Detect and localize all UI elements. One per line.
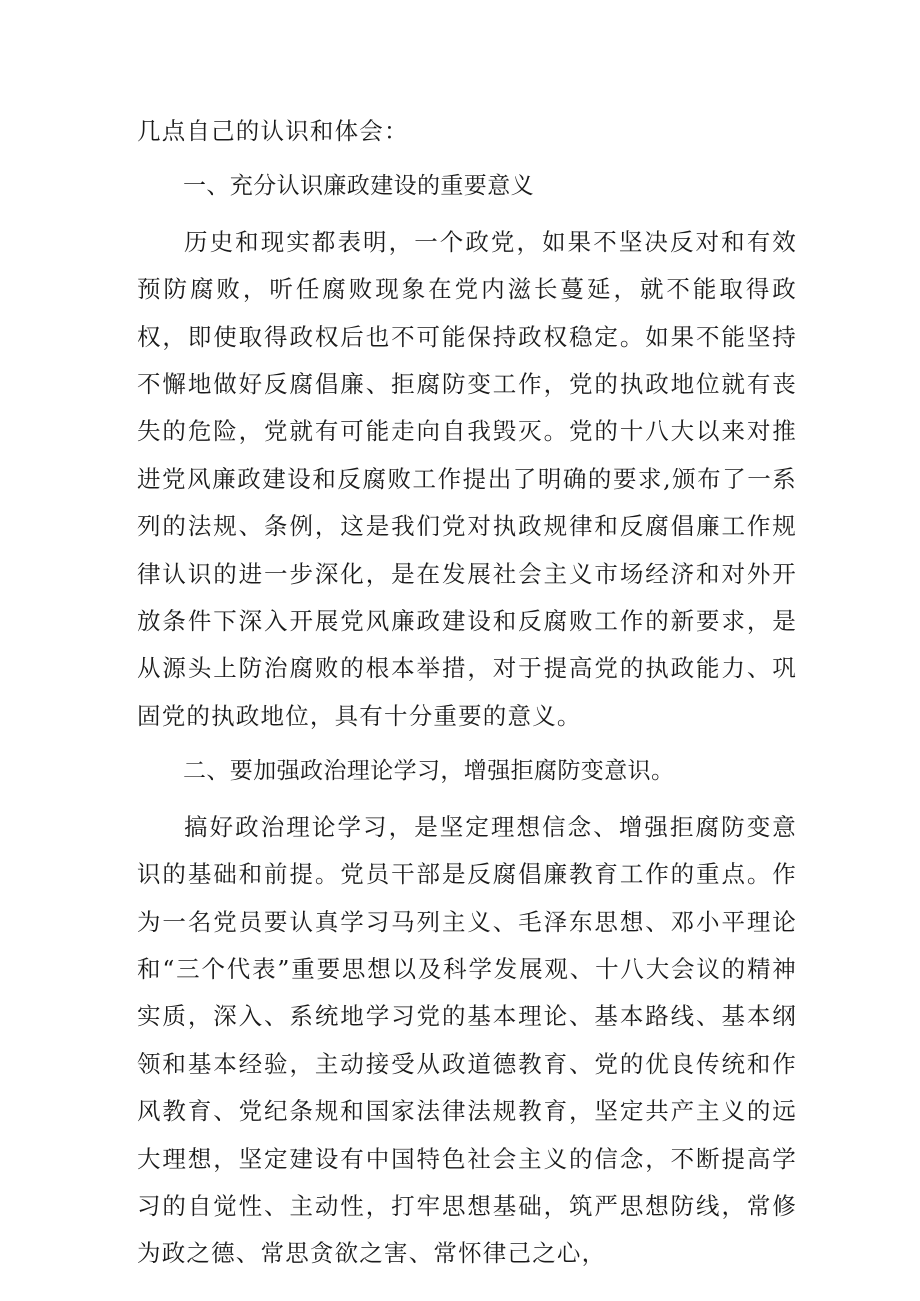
section-1-paragraph: 历史和现实都表明，一个政党，如果不坚决反对和有效预防腐败，听任腐败现象在党内滋长蔓延，就不能取得政权，即使取得政权后也不可能保持政权稳定。如果不能坚持不懈地做好反腐倡廉、拒腐防变工作，党的执政地位就有丧失的危险，党就有可能走向自我毁灭。党的十八大以来对推进党风廉政建设和反腐败工作提出了明确的要求,颁布了一系列的法规、条例，这是我们党对执政规律和反腐倡廉工作规律认识的进一步深化，是在发展社会主义市场经济和对外开放条件下深入开展党风廉政建设和反腐败工作的新要求，是从源头上防治腐败的根本举措，对于提高党的执政能力、巩固党的执政地位，具有十分重要的意义。 bbox=[137, 227, 797, 730]
document-body bbox=[137, 108, 797, 1278]
intro-paragraph: 几点自己的认识和体会： bbox=[137, 117, 409, 145]
section-2-paragraph: 搞好政治理论学习，是坚定理想信念、增强拒腐防变意识的基础和前提。党员干部是反腐倡廉教育工作的重点。作为一名党员要认真学习马列主义、毛泽东思想、邓小平理论和“三个代表”重要思想以及科学发展观、十八大会议的精神实质，深入、系统地学习党的基本理论、基本路线、基本纲领和基本经验，主动接受从政道德教育、党的优良传统和作风教育、党纪条规和国家法律法规教育，坚定共产主义的远大理想，坚定建设有中国特色社会主义的信念，不断提高学习的自觉性、主动性，打牢思想基础，筑严思想防线，常修为政之德、常思贪欲之害、常怀律己之心， bbox=[137, 812, 797, 1268]
section-2-heading: 二、要加强政治理论学习，增强拒腐防变意识。 bbox=[183, 758, 675, 785]
section-1-heading: 一、充分认识廉政建设的重要意义 bbox=[183, 173, 534, 200]
